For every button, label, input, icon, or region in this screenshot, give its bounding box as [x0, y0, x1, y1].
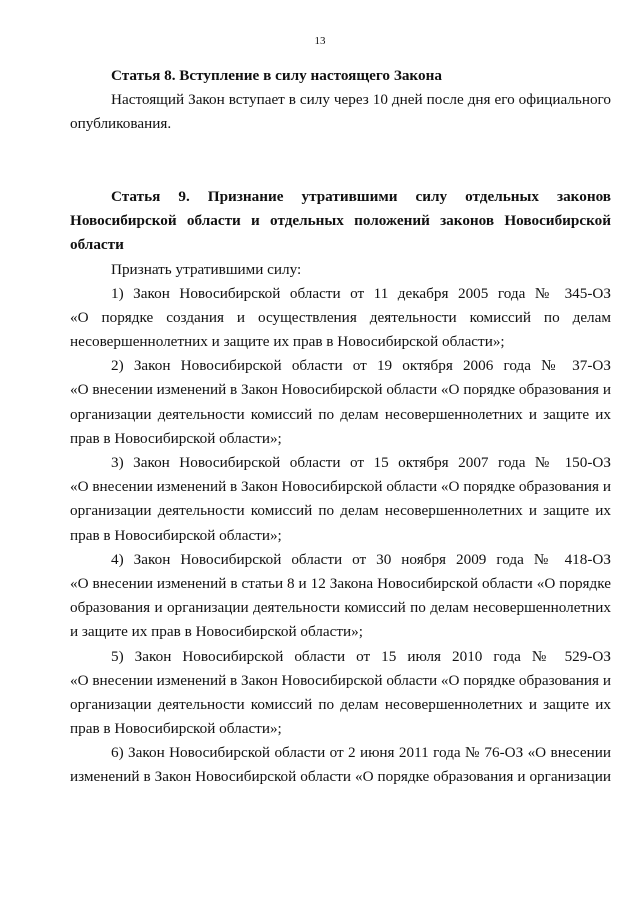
- article-9-intro: Признать утратившими силу:: [111, 260, 302, 278]
- list-item: [70, 645, 611, 742]
- list-item-line: 5) Закон Новосибирской области от 15 июля 2010 года № 529-ОЗ: [111, 647, 611, 665]
- article-9-heading-line: Статья 9. Признание утратившими силу отдельных законов: [111, 187, 611, 205]
- article-9-heading-line: области: [70, 236, 124, 254]
- list-item: [70, 741, 611, 789]
- list-item-line: организации деятельности комиссий по делам несовершеннолетних и защите их: [70, 405, 611, 423]
- list-item-line: «О внесении изменений в Закон Новосибирской области «О порядке образования и: [70, 381, 611, 399]
- list-item-line: «О внесении изменений в статьи 8 и 12 Закона Новосибирской области «О порядке: [70, 574, 611, 592]
- list-item-line: 4) Закон Новосибирской области от 30 ноября 2009 года № 418-ОЗ: [111, 550, 611, 568]
- list-item: [70, 548, 611, 645]
- list-item-line: «О порядке создания и осуществления деятельности комиссий по делам: [70, 308, 611, 326]
- list-item-line: 6) Закон Новосибирской области от 2 июня 2011 года № 76-ОЗ «О внесении: [111, 744, 611, 762]
- list-item-line: 2) Закон Новосибирской области от 19 октября 2006 года № 37-ОЗ: [111, 357, 611, 375]
- list-item-line: изменений в Закон Новосибирской области «О порядке образования и организации: [70, 768, 611, 786]
- document-body: [70, 64, 611, 790]
- article-8-text-line: Настоящий Закон вступает в силу через 10 дней после дня его официального: [111, 91, 611, 109]
- list-item-line: прав в Новосибирской области»;: [70, 720, 282, 738]
- article-8-heading: Статья 8. Вступление в силу настоящего Закона: [111, 67, 442, 84]
- page-number: 13: [314, 35, 326, 47]
- list-item-line: 1) Закон Новосибирской области от 11 декабря 2005 года № 345-ОЗ: [111, 284, 611, 302]
- list-item-line: «О внесении изменений в Закон Новосибирской области «О порядке образования и: [70, 478, 611, 496]
- list-item-line: прав в Новосибирской области»;: [70, 429, 282, 447]
- list-item-line: организации деятельности комиссий по делам несовершеннолетних и защите их: [70, 695, 611, 713]
- list-item-line: и защите их прав в Новосибирской области»;: [70, 623, 363, 641]
- list-item-line: образования и организации деятельности комиссий по делам несовершеннолетних: [70, 599, 611, 617]
- paragraph-gap: [70, 137, 611, 161]
- list-item-line: несовершеннолетних и защите их прав в Новосибирской области»;: [70, 333, 505, 351]
- paragraph-gap: [70, 161, 611, 185]
- list-item: [70, 354, 611, 451]
- list-item: [70, 451, 611, 548]
- article-9: [70, 185, 611, 790]
- list-item: [70, 282, 611, 355]
- article-8: [70, 64, 611, 137]
- list-item-line: прав в Новосибирской области»;: [70, 526, 282, 544]
- list-item-line: организации деятельности комиссий по делам несовершеннолетних и защите их: [70, 502, 611, 520]
- list-item-line: 3) Закон Новосибирской области от 15 октября 2007 года № 150-ОЗ: [111, 454, 611, 471]
- article-8-text-line: опубликования.: [70, 115, 172, 133]
- article-9-heading-line: Новосибирской области и отдельных положений законов Новосибирской: [70, 212, 611, 230]
- list-item-line: «О внесении изменений в Закон Новосибирской области «О порядке образования и: [70, 671, 611, 689]
